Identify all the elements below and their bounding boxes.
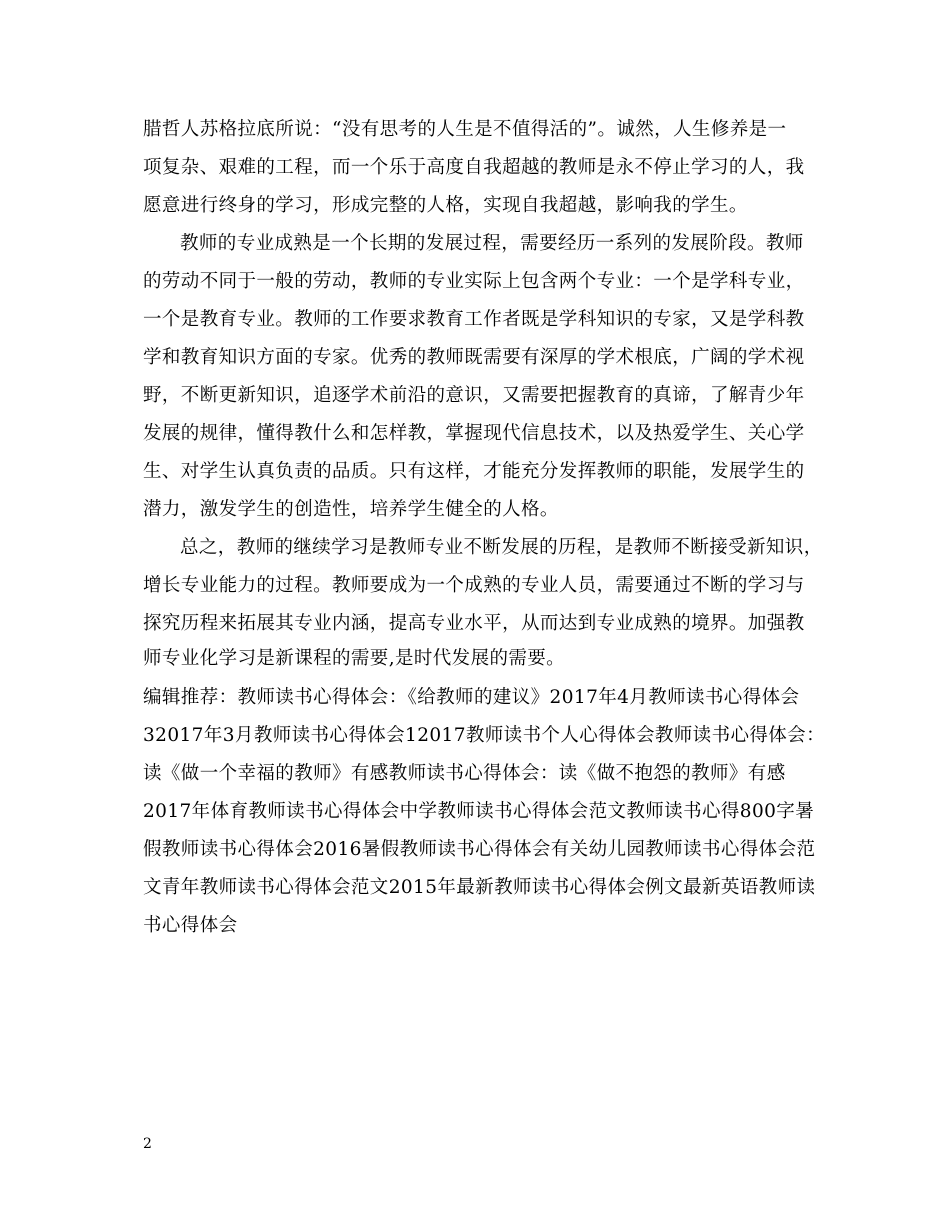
text-line: 2017年体育教师读书心得体会中学教师读书心得体会范文教师读书心得800字暑 [143, 801, 815, 822]
page-number: 2 [143, 1136, 152, 1152]
text-line: 假教师读书心得体会2016暑假教师读书心得体会有关幼儿园教师读书心得体会范 [143, 839, 816, 860]
text-line: 32017年3月教师读书心得体会12017教师读书个人心得体会教师读书心得体会： [143, 725, 825, 746]
text-line: 腊哲人苏格拉底所说：“没有思考的人生是不值得活的”。诚然，人生修养是一 [143, 119, 787, 140]
text-line: 读《做一个幸福的教师》有感教师读书心得体会：读《做不抱怨的教师》有感 [143, 763, 786, 784]
text-line: 学和教育知识方面的专家。优秀的教师既需要有深厚的学术根底，广阔的学术视 [143, 347, 805, 368]
paragraph-first-line: 教师的专业成熟是一个长期的发展过程，需要经历一系列的发展阶段。教师 [180, 233, 804, 254]
text-line: 师专业化学习是新课程的需要,是时代发展的需要。 [143, 648, 566, 669]
text-line: 文青年教师读书心得体会范文2015年最新教师读书心得体会例文最新英语教师读 [143, 877, 816, 898]
text-line: 发展的规律，懂得教什么和怎样教，掌握现代信息技术，以及热爱学生、关心学 [143, 423, 805, 444]
paragraph-first-line: 总之，教师的继续学习是教师专业不断发展的历程，是教师不断接受新知识， [180, 537, 823, 558]
editor-recommendation-line: 编辑推荐：教师读书心得体会：《给教师的建议》2017年4月教师读书心得体会 [143, 687, 800, 708]
text-line: 的劳动不同于一般的劳动，教师的专业实际上包含两个专业：一个是学科专业， [143, 271, 805, 292]
text-line: 愿意进行终身的学习，形成完整的人格，实现自我超越，影响我的学生。 [143, 195, 748, 216]
text-line: 潜力，激发学生的创造性，培养学生健全的人格。 [143, 499, 559, 520]
text-line: 增长专业能力的过程。教师要成为一个成熟的专业人员，需要通过不断的学习与 [143, 575, 805, 596]
text-line: 书心得体会 [143, 915, 238, 936]
text-line: 野，不断更新知识，追逐学术前沿的意识，又需要把握教育的真谛，了解青少年 [143, 385, 805, 406]
text-line: 一个是教育专业。教师的工作要求教育工作者既是学科知识的专家，又是学科教 [143, 309, 805, 330]
text-line: 生、对学生认真负责的品质。只有这样，才能充分发挥教师的职能，发展学生的 [143, 461, 805, 482]
text-line: 探究历程来拓展其专业内涵，提高专业水平，从而达到专业成熟的境界。加强教 [143, 613, 805, 634]
text-line: 项复杂、艰难的工程，而一个乐于高度自我超越的教师是永不停止学习的人，我 [143, 157, 805, 178]
